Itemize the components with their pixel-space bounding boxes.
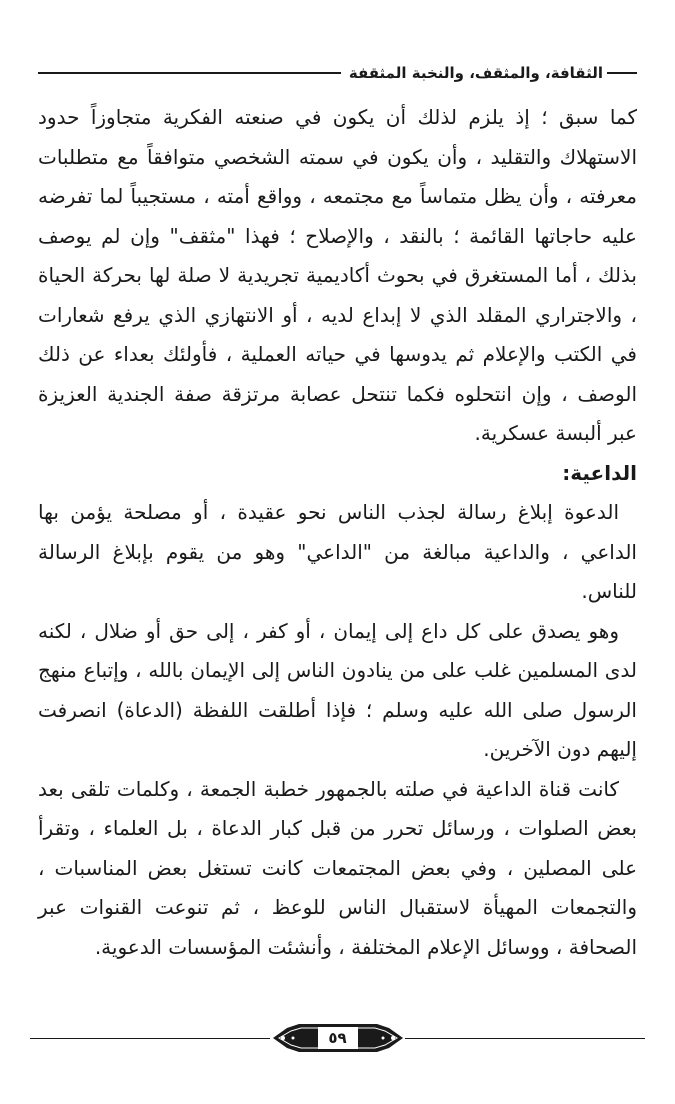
paragraph: كانت قناة الداعية في صلته بالجمهور خطبة الجمعة ، وكلمات تلقى بعد بعض الصلوات ، ورسائل تحرر من قبل كبار الدعاة ، بل العلماء ، وتقرأ على المصلين ، وفي بعض المجتمعات كانت تستغل بعض المناسبات ، والتجمعات المهيأة لاستقبال الناس للوعظ ، ثم تنوعت القنوات عبر الصحافة ، ووسائل الإعلام المختلفة ، وأنشئت المؤسسات الدعوية. xyxy=(38,776,637,959)
paragraph: وهو يصدق على كل داع إلى إيمان ، أو كفر ، إلى حق أو ضلال ، لكنه لدى المسلمين غلب على من ينادون الناس إلى الإيمان بالله ، وإتباع منهج الرسول صلى الله عليه وسلم ؛ فإذا أطلقت اللفظة (الدعاة) انصرفت إليهم دون الآخرين. xyxy=(38,618,637,761)
paragraph: كما سبق ؛ إذ يلزم لذلك أن يكون في صنعته الفكرية متجاوزاً حدود الاستهلاك والتقليد ، وأن يكون في سمته الشخصي متوافقاً مع متطلبات معرفته ، وأن يظل متماساً مع مجتمعه ، وواقع أمته ، مستجيباً لما تفرضه عليه حاجاتها القائمة ؛ بالنقد ، والإصلاح ؛ فهذا "مثقف" وإن لم يوصف بذلك ، أما المستغرق في بحوث أكاديمية تجريدية لا صلة لها بحركة الحياة ، والاجتراري المقلد الذي لا إبداع لديه ، أو الانتهازي الذي يرفع شعارات في الكتب والإعلام ثم يدوسها في حياته العملية ، فأولئك بعداء عن ذلك الوصف ، وإن انتحلوه فكما تنتحل عصابة مرتزقة صفة الجندية العزيزة عبر ألبسة عسكرية. xyxy=(38,105,637,445)
section-heading-text: الداعية: xyxy=(562,460,637,485)
footer-rule-left xyxy=(30,1038,270,1039)
header-dash xyxy=(607,72,637,74)
page-number: ٥٩ xyxy=(318,1027,358,1049)
page-footer xyxy=(30,1018,645,1058)
header-title: الثقافة، والمثقف، والنخبة المثقفة xyxy=(348,64,603,82)
section-heading xyxy=(38,454,637,494)
footer-rule-right xyxy=(405,1038,645,1039)
header-rule xyxy=(38,72,341,74)
paragraph: الدعوة إبلاغ رسالة لجذب الناس نحو عقيدة ، أو مصلحة يؤمن بها الداعي ، والداعية مبالغة من "الداعي" وهو من يقوم بإبلاغ الرسالة للناس. xyxy=(38,500,637,603)
page-body xyxy=(38,98,637,967)
running-header xyxy=(38,58,637,88)
